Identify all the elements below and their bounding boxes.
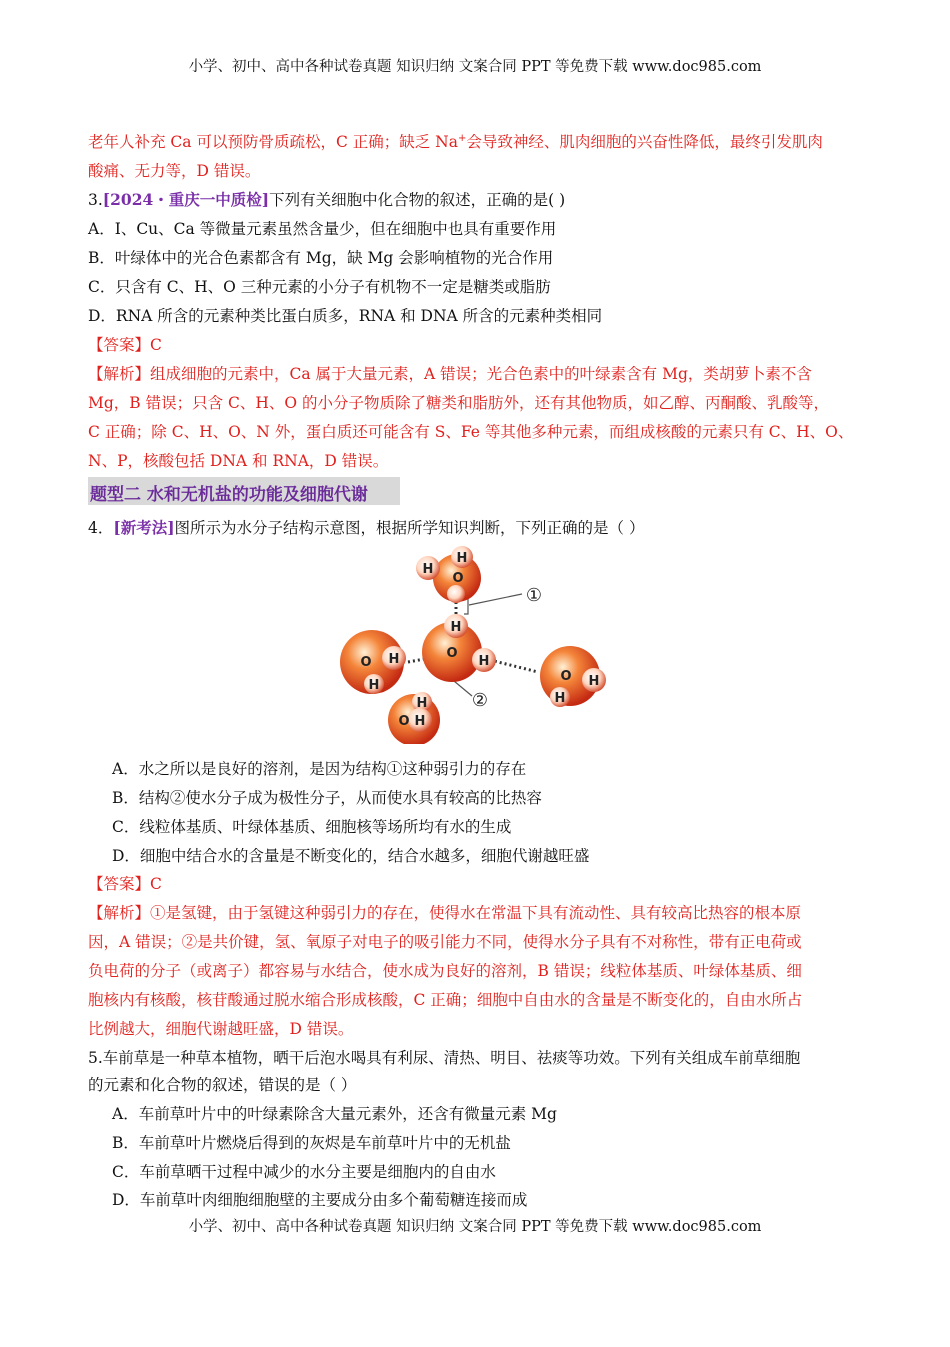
q4-option-c: C．线粒体基质、叶绿体基质、细胞核等场所均有水的生成 [112,818,512,836]
answer-value: C [150,875,162,893]
q4-explanation-1 [88,903,801,923]
atom-o: O [452,571,464,586]
prev-explanation-line-1 [88,132,823,152]
q3-option-b: B．叶绿体中的光合色素都含有 Mg，缺 Mg 会影响植物的光合作用 [88,249,554,267]
atom-h: H [478,654,490,669]
q3-explanation-4: N、P，核酸包括 DNA 和 RNA，D 错误。 [88,452,389,470]
q3-stem [88,190,565,210]
answer-label: 【答案】 [88,336,151,354]
atom-h: H [422,562,434,577]
q3-explanation-2: Mg，B 错误；只含 C、H、O 的小分子物质除了糖类和脂肪外，还有其他物质，如乙醇、丙酮酸、乳酸等， [88,394,830,412]
prev-expl-text-a: 老年人补充 Ca 可以预防骨质疏松，C 正确；缺乏 Na [88,133,458,151]
explanation-text: ①是氢键，由于氢键这种弱引力的存在，使得水在常温下具有流动性、具有较高比热容的根本原 [150,904,802,922]
q3-option-a: A．I、Cu、Ca 等微量元素虽然含量少，但在细胞中也具有重要作用 [88,220,557,238]
q4-source-tag: [新考法] [113,518,175,537]
q3-number: 3. [88,191,103,209]
atom-h: H [554,691,566,706]
page-footer: 小学、初中、高中各种试卷真题 知识归纳 文案合同 PPT 等免费下载 www.doc985.com [188,1219,762,1235]
label-2: ② [471,690,489,711]
q3-answer [88,335,162,355]
q4-stem [88,518,644,538]
q5-stem-2: 的元素和化合物的叙述，错误的是（ ） [88,1076,357,1094]
atom-h: H [416,696,428,711]
atom-o: O [560,669,572,684]
prev-expl-text-b: 会导致神经、肌肉细胞的兴奋性降低，最终引发肌肉 [466,133,823,151]
atom-o: O [398,714,410,729]
q4-option-d: D．细胞中结合水的含量是不断变化的，结合水越多，细胞代谢越旺盛 [112,847,590,865]
q3-explanation-1 [88,364,812,384]
atom-h: H [456,551,468,566]
q5-option-b: B．车前草叶片燃烧后得到的灰烬是车前草叶片中的无机盐 [112,1134,511,1152]
q5-stem-1: 5.车前草是一种草本植物，晒干后泡水喝具有利尿、清热、明目、祛痰等功效。下列有关组成车前草细胞 [88,1049,801,1067]
prev-explanation-line-2: 酸痛、无力等，D 错误。 [88,162,261,180]
q4-explanation-3: 负电荷的分子（或离子）都容易与水结合，使水成为良好的溶剂，B 错误；线粒体基质、叶绿体基质、细 [88,962,802,980]
section-title: 题型二 水和无机盐的功能及细胞代谢 [90,485,368,505]
explanation-label: 【解析】 [88,904,151,922]
page-header: 小学、初中、高中各种试卷真题 知识归纳 文案合同 PPT 等免费下载 www.doc985.com [188,59,762,75]
atom-h: H [450,620,462,635]
explanation-text: 组成细胞的元素中，Ca 属于大量元素，A 错误；光合色素中的叶绿素含有 Mg，类胡萝卜素不含 [150,365,812,383]
atom-o: O [360,655,372,670]
q3-option-d: D．RNA 所含的元素种类比蛋白质多，RNA 和 DNA 所含的元素种类相同 [88,307,603,325]
q4-explanation-4: 胞核内有核酸，核苷酸通过脱水缩合形成核酸，C 正确；细胞中自由水的含量是不断变化的，自由水所占 [88,991,803,1009]
superscript-plus: + [457,133,467,144]
q4-option-a: A．水之所以是良好的溶剂，是因为结构①这种弱引力的存在 [112,760,527,778]
q4-number: 4． [88,519,114,537]
atom-h: H [588,674,600,689]
q4-answer [88,874,162,894]
q3-stem-text: 下列有关细胞中化合物的叙述，正确的是( ) [269,191,566,209]
q5-option-c: C．车前草晒干过程中减少的水分主要是细胞内的自由水 [112,1163,496,1181]
q3-option-c: C．只含有 C、H、O 三种元素的小分子有机物不一定是糖类或脂肪 [88,278,551,296]
q5-option-a: A．车前草叶片中的叶绿素除含大量元素外，还含有微量元素 Mg [112,1105,557,1123]
water-molecule-figure [338,544,614,744]
atom-h: H [388,652,400,667]
q4-explanation-2: 因，A 错误；②是共价键，氢、氧原子对电子的吸引能力不同，使得水分子具有不对称性，带有正电荷或 [88,933,802,951]
explanation-label: 【解析】 [88,365,151,383]
atom-h: H [414,714,426,729]
q4-explanation-5: 比例越大，细胞代谢越旺盛，D 错误。 [88,1020,354,1038]
q5-option-d: D．车前草叶肉细胞细胞壁的主要成分由多个葡萄糖连接而成 [112,1191,528,1209]
answer-value: C [150,336,162,354]
q4-stem-text: 图所示为水分子结构示意图，根据所学知识判断，下列正确的是（ ） [174,519,645,537]
label-1: ① [525,585,543,606]
answer-label: 【答案】 [88,875,151,893]
q3-source-tag: [2024・重庆一中质检] [102,190,270,209]
q4-option-b: B．结构②使水分子成为极性分子，从而使水具有较高的比热容 [112,789,542,807]
atom-h: H [368,678,380,693]
atom-o: O [446,646,458,661]
section-heading [88,477,400,505]
q3-explanation-3: C 正确；除 C、H、O、N 外，蛋白质还可能含有 S、Fe 等其他多种元素，而组成核酸的元素只有 C、H、O、 [88,423,854,441]
